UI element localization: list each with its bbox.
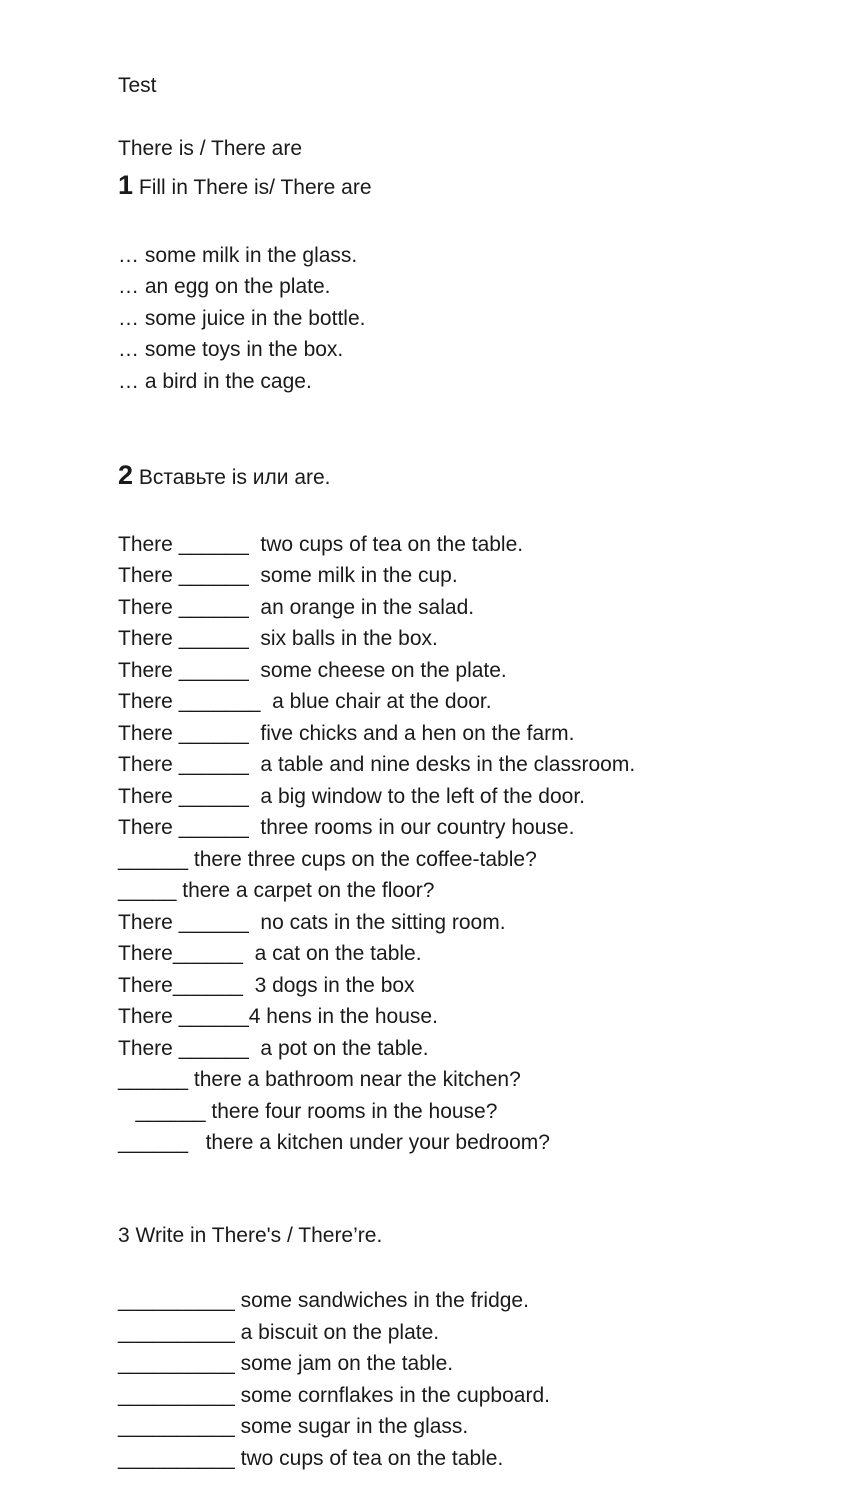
section1-instruction: Fill in There is/ There are [133,176,372,199]
section3-item: __________ some sandwiches in the fridge. [118,1289,529,1312]
section2-instruction: Вставьте is или are. [133,466,331,489]
section2-item: ______ there four rooms in the house? [118,1100,498,1123]
section2-item: There ______ six balls in the box. [118,627,438,650]
section2-item: There ______ a pot on the table. [118,1037,429,1060]
section2-item: ______ there a kitchen under your bedroom? [118,1131,550,1154]
section2-item: ______ there a bathroom near the kitchen? [118,1068,521,1091]
section1-heading [118,172,372,201]
section1-item: … some milk in the glass. [118,244,358,267]
section2-item: There ______ three rooms in our country house. [118,816,575,839]
section2-item: There _______ a blue chair at the door. [118,690,492,713]
section2-heading [118,462,331,491]
section2-item: There ______ an orange in the salad. [118,596,475,619]
section2-item: There ______ no cats in the sitting room. [118,911,506,934]
section2-item: There______ a cat on the table. [118,942,422,965]
section2-item: There______ 3 dogs in the box [118,974,415,997]
section2-item: There ______ two cups of tea on the table. [118,533,524,556]
section2-item: ______ there three cups on the coffee-table? [118,848,537,871]
section1-item: … some toys in the box. [118,338,344,361]
section3-heading: 3 Write in There's / There’re. [118,1224,383,1247]
section3-item: __________ some jam on the table. [118,1352,454,1375]
section2-item: There ______4 hens in the house. [118,1005,438,1028]
section2-item: _____ there a carpet on the floor? [118,879,435,902]
section3-item: __________ some cornflakes in the cupboard. [118,1384,550,1407]
section1-number: 1 [118,170,134,200]
section2-item: There ______ some cheese on the plate. [118,659,507,682]
section3-item: __________ a biscuit on the plate. [118,1321,440,1344]
section1-item: … an egg on the plate. [118,275,331,298]
section2-number: 2 [118,460,134,490]
section2-item: There ______ five chicks and a hen on the farm. [118,722,575,745]
section1-item: … some juice in the bottle. [118,307,366,330]
topic-heading: There is / There are [118,137,303,160]
section3-item: __________ some sugar in the glass. [118,1415,469,1438]
section1-item: … a bird in the cage. [118,370,312,393]
section2-item: There ______ a table and nine desks in the classroom. [118,753,636,776]
section2-item: There ______ a big window to the left of the door. [118,785,585,808]
section2-item: There ______ some milk in the cup. [118,564,458,587]
worksheet-title: Test [118,74,157,97]
section3-item: __________ two cups of tea on the table. [118,1447,504,1470]
